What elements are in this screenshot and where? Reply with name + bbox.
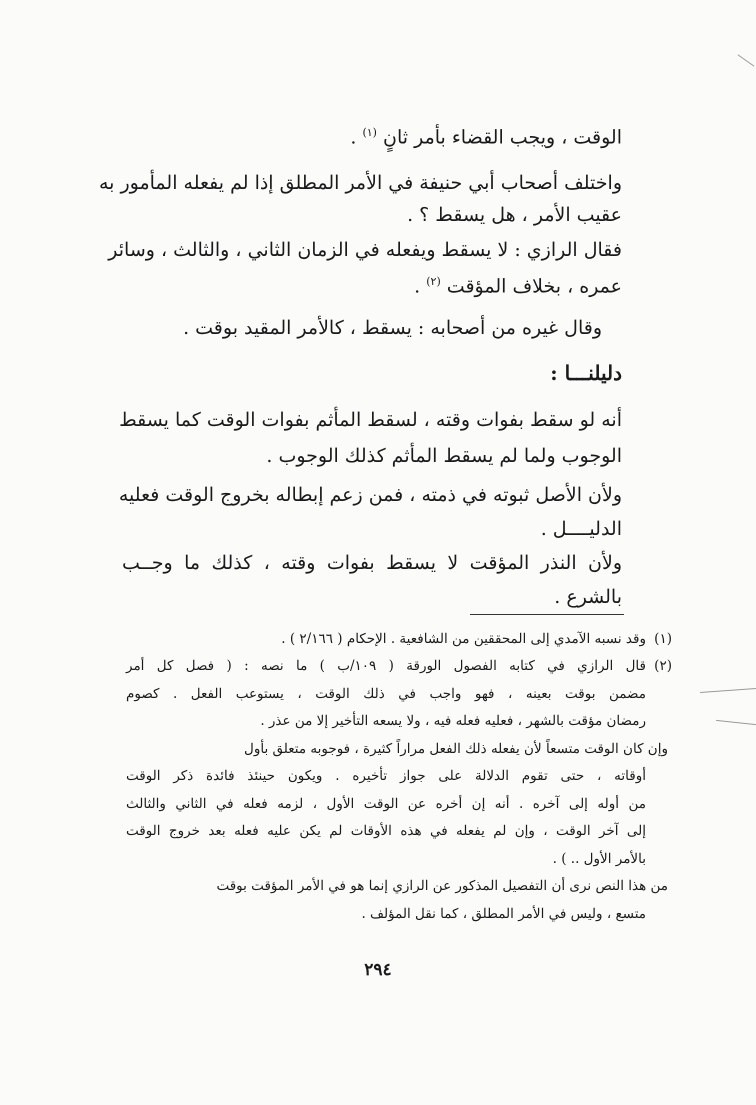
paragraph-1 [122, 113, 622, 157]
text-line: الوقت ، ويجب القضاء بأمر ثانٍ $^{(١)}$ . [350, 126, 622, 149]
scan-mark [716, 720, 756, 725]
argument-1 [119, 400, 622, 476]
argument-2 [118, 475, 622, 549]
text-line: عقيب الأمر ، هل يسقط ؟ . [407, 204, 622, 226]
footnote-ref: (٢) [426, 275, 441, 288]
footnote-number: (١) [654, 631, 672, 647]
text-line: أنه لو سقط بفوات وقته ، لسقط المأثم بفوات الوقت كما يسقط [119, 409, 622, 431]
paragraph-2 [98, 163, 622, 235]
footnote-separator [470, 614, 624, 615]
paragraph-3 [108, 230, 622, 306]
footnote-number: (٢) [654, 658, 672, 674]
scan-mark [700, 688, 756, 693]
footnote-line: مضمن بوقت بعينه ، فهو واجب في ذلك الوقت ، يستوعب الفعل . كصوم [126, 685, 646, 702]
section-heading: دليلنـــا : [550, 361, 622, 385]
text-line: وقال غيره من أصحابه : يسقط ، كالأمر المقيد بوقت . [183, 317, 602, 339]
footnote-line: قال الرازي في كتابه الفصول الورقة ( ١٠٩/ب ) ما نصه : ( فصل كل أمر [126, 658, 646, 674]
footnote-line: من أوله إلى آخره . أنه إن أخره عن الوقت الأول ، لزمه فعله في الثاني والثالث [126, 795, 646, 812]
footnote-line: أوقاته ، حتى تقوم الدلالة على جواز تأخيره . ويكون حينئذ فائدة ذكر الوقت [126, 768, 646, 784]
footnote-line: وقد نسبه الآمدي إلى المحققين من الشافعية . الإحكام ( ٢/١٦٦ ) . [281, 631, 646, 647]
text-line: ولأن الأصل ثبوته في ذمته ، فمن زعم إبطاله بخروج الوقت فعليه [118, 484, 622, 506]
text-line: الدليــــل . [540, 518, 622, 540]
text-line: ولأن النذر المؤقت لا يسقط بفوات وقته ، كذلك ما وجــب [122, 552, 622, 574]
text-line: عمره ، بخلاف المؤقت $^{(٢)}$ . [414, 275, 622, 298]
paragraph-4 [122, 308, 622, 348]
scan-mark [738, 54, 755, 66]
footnote-line: متسع ، وليس في الأمر المطلق ، كما نقل المؤلف . [361, 905, 646, 922]
footnote-ref: (١) [362, 126, 377, 139]
text-line: فقال الرازي : لا يسقط ويفعله في الزمان الثاني ، والثالث ، وسائر [108, 239, 622, 261]
text-line: بالشرع . [554, 586, 622, 608]
footnote-line: وإن كان الوقت متسعاً لأن يفعله ذلك الفعل مراراً كثيرة ، فوجوبه متعلق بأول [244, 740, 668, 757]
footnote-line: رمضان مؤقت بالشهر ، فعليه فعله فيه ، ولا يسعه التأخير إلا من عذر . [260, 713, 646, 729]
argument-3 [122, 543, 622, 617]
text-line: واختلف أصحاب أبي حنيفة في الأمر المطلق إذا لم يفعله المأمور به [98, 172, 622, 194]
footnote-1 [126, 626, 672, 654]
footnote-2 [126, 653, 672, 928]
footnote-line: بالأمر الأول .. ) . [552, 850, 646, 867]
footnote-line: إلى آخر الوقت ، وإن لم يفعله في هذه الأوقات لم يكن عليه فعله بعد خروج الوقت [126, 823, 646, 839]
page-number: ٢٩٤ [364, 960, 392, 980]
text-line: الوجوب ولما لم يسقط المأثم كذلك الوجوب . [266, 445, 622, 467]
footnote-line: من هذا النص نرى أن التفصيل المذكور عن الرازي إنما هو في الأمر المؤقت بوقت [216, 878, 668, 894]
